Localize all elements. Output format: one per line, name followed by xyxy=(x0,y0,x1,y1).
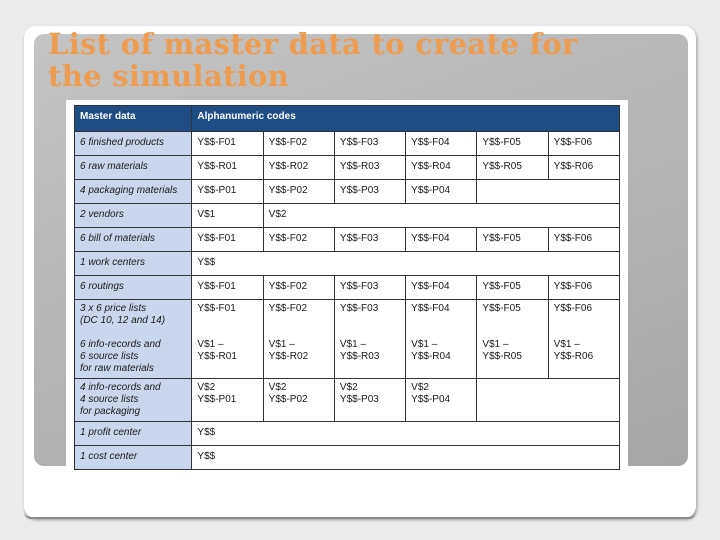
label-line: 1 profit center xyxy=(80,427,142,438)
code-cell xyxy=(477,300,548,379)
master-data-label xyxy=(75,422,192,446)
code-cell xyxy=(334,300,405,379)
code-line: V$1 xyxy=(197,209,216,220)
code-cell xyxy=(477,228,548,252)
empty-cell xyxy=(477,180,620,204)
label-line: for packaging xyxy=(80,406,141,417)
code-cell xyxy=(548,228,619,252)
code-line: Y$$-F04 xyxy=(411,303,450,314)
code-line xyxy=(411,327,471,339)
code-cell xyxy=(263,276,334,300)
master-data-label xyxy=(75,228,192,252)
code-line: Y$$-R02 xyxy=(268,351,309,362)
label-line: 6 bill of materials xyxy=(80,233,156,244)
code-line: Y$$ xyxy=(197,257,216,268)
table-row xyxy=(75,156,620,180)
code-line: Y$$-P02 xyxy=(268,394,308,405)
code-line: V$1 – xyxy=(268,339,295,350)
code-line: Y$$-F04 xyxy=(411,281,450,292)
table-row xyxy=(75,446,620,470)
label-line: 2 vendors xyxy=(80,209,124,220)
code-line: Y$$-F03 xyxy=(339,233,379,244)
label-line: 4 source lists xyxy=(80,394,139,405)
code-cell xyxy=(192,422,620,446)
code-line: Y$$-F05 xyxy=(482,281,521,292)
code-line xyxy=(269,315,329,327)
code-line: Y$$-F03 xyxy=(339,303,379,314)
code-line: Y$$-F02 xyxy=(268,137,308,148)
empty-cell xyxy=(477,379,620,422)
code-cell xyxy=(477,276,548,300)
code-cell xyxy=(263,379,334,422)
code-line: V$2 xyxy=(339,382,358,393)
label-line: 4 packaging materials xyxy=(80,185,178,196)
master-data-label xyxy=(75,379,192,422)
table-container xyxy=(66,100,628,480)
code-cell xyxy=(263,180,334,204)
code-cell xyxy=(477,132,548,156)
label-line: 4 info-records and xyxy=(80,382,161,393)
code-cell xyxy=(406,132,477,156)
code-line: Y$$-F01 xyxy=(197,281,236,292)
code-line: V$1 – xyxy=(482,339,509,350)
code-line: Y$$-F01 xyxy=(197,137,236,148)
code-line: Y$$-P01 xyxy=(197,185,237,196)
code-line: V$2 xyxy=(268,209,287,220)
code-line: V$1 – xyxy=(411,339,438,350)
code-line xyxy=(411,315,471,327)
code-cell xyxy=(334,228,405,252)
code-cell xyxy=(334,180,405,204)
code-line: Y$$-R03 xyxy=(339,351,380,362)
code-cell xyxy=(548,300,619,379)
code-cell xyxy=(192,228,263,252)
code-cell xyxy=(334,156,405,180)
master-data-table xyxy=(74,105,620,470)
code-line: Y$$-F05 xyxy=(482,137,521,148)
code-line: Y$$ xyxy=(197,427,216,438)
code-line: Y$$-F06 xyxy=(553,281,593,292)
slide-title-line-2: the simulation xyxy=(48,59,289,93)
code-cell xyxy=(406,379,477,422)
label-line xyxy=(80,327,186,339)
table-body xyxy=(75,132,620,470)
table-row xyxy=(75,300,620,379)
code-cell xyxy=(192,132,263,156)
code-line: Y$$-R05 xyxy=(482,351,522,362)
code-line: Y$$-F01 xyxy=(197,233,236,244)
code-line: Y$$-P03 xyxy=(339,185,379,196)
code-cell xyxy=(477,156,548,180)
label-line: 6 raw materials xyxy=(80,161,148,172)
code-cell xyxy=(334,379,405,422)
label-line: 1 work centers xyxy=(80,257,146,268)
code-cell xyxy=(263,156,334,180)
code-cell xyxy=(406,300,477,379)
code-line: Y$$-F05 xyxy=(482,233,521,244)
code-line: Y$$-F06 xyxy=(553,233,593,244)
code-line xyxy=(269,327,329,339)
code-cell xyxy=(192,300,263,379)
code-line xyxy=(340,315,400,327)
code-line xyxy=(340,327,400,339)
label-line: 3 x 6 price lists xyxy=(80,303,147,314)
code-cell xyxy=(406,180,477,204)
code-cell xyxy=(406,156,477,180)
table-row xyxy=(75,228,620,252)
code-line: Y$$-R01 xyxy=(197,161,237,172)
label-line: 1 cost center xyxy=(80,451,138,462)
code-line: Y$$-F02 xyxy=(268,281,308,292)
header-master-data: Master data xyxy=(75,106,192,132)
code-line: Y$$-P04 xyxy=(411,185,451,196)
code-line: Y$$ xyxy=(197,451,216,462)
master-data-label xyxy=(75,156,192,180)
code-cell xyxy=(406,276,477,300)
label-line: 6 routings xyxy=(80,281,124,292)
master-data-label xyxy=(75,252,192,276)
code-line: Y$$-R02 xyxy=(268,161,309,172)
label-line: for raw materials xyxy=(80,363,154,374)
master-data-label xyxy=(75,446,192,470)
master-data-label xyxy=(75,300,192,379)
code-line: Y$$-P03 xyxy=(339,394,379,405)
table-row xyxy=(75,422,620,446)
code-line: Y$$-R01 xyxy=(197,351,237,362)
code-line: Y$$-F01 xyxy=(197,303,236,314)
code-line: Y$$-R04 xyxy=(411,351,451,362)
code-cell xyxy=(192,180,263,204)
label-line: 6 source lists xyxy=(80,351,139,362)
code-cell xyxy=(263,132,334,156)
code-line: Y$$-P01 xyxy=(197,394,237,405)
code-cell xyxy=(192,204,263,228)
code-line xyxy=(554,315,614,327)
code-cell xyxy=(192,156,263,180)
slide-title-line-1: List of master data to create for xyxy=(48,27,578,61)
table-header-row xyxy=(75,106,620,132)
code-line: Y$$-R04 xyxy=(411,161,451,172)
code-cell xyxy=(192,276,263,300)
code-line: V$1 – xyxy=(339,339,367,350)
code-line xyxy=(482,327,542,339)
code-line: Y$$-P04 xyxy=(411,394,451,405)
master-data-label xyxy=(75,132,192,156)
code-line: V$1 – xyxy=(197,339,224,350)
code-cell xyxy=(263,300,334,379)
code-line: V$1 – xyxy=(553,339,580,350)
master-data-label xyxy=(75,180,192,204)
code-cell xyxy=(334,132,405,156)
code-line: Y$$-F04 xyxy=(411,137,450,148)
code-line: Y$$-F03 xyxy=(339,137,379,148)
code-cell xyxy=(192,379,263,422)
slide-title xyxy=(48,28,668,92)
code-cell xyxy=(548,156,619,180)
code-cell xyxy=(192,252,620,276)
code-cell xyxy=(406,228,477,252)
code-line xyxy=(482,315,542,327)
code-cell xyxy=(263,204,619,228)
code-cell xyxy=(192,446,620,470)
label-line: 6 finished products xyxy=(80,137,164,148)
table-row xyxy=(75,379,620,422)
code-cell xyxy=(334,276,405,300)
table-row xyxy=(75,252,620,276)
table-row xyxy=(75,204,620,228)
label-line: (DC 10, 12 and 14) xyxy=(80,315,166,326)
code-line: Y$$-F02 xyxy=(268,233,308,244)
table-row xyxy=(75,180,620,204)
code-line: Y$$-R05 xyxy=(482,161,522,172)
code-cell xyxy=(263,228,334,252)
slide-bottom-rule xyxy=(24,512,696,519)
table-row xyxy=(75,132,620,156)
code-line: Y$$-F04 xyxy=(411,233,450,244)
code-line xyxy=(197,315,257,327)
code-line: V$2 xyxy=(411,382,429,393)
code-line xyxy=(554,327,614,339)
code-cell xyxy=(548,276,619,300)
label-line: 6 info-records and xyxy=(80,339,161,350)
code-line: Y$$-F03 xyxy=(339,281,379,292)
code-line: Y$$-R03 xyxy=(339,161,380,172)
code-line: V$2 xyxy=(197,382,216,393)
code-line: Y$$-F06 xyxy=(553,303,593,314)
code-line: Y$$-R06 xyxy=(553,351,594,362)
code-line: Y$$-F05 xyxy=(482,303,521,314)
code-line: Y$$-R06 xyxy=(553,161,594,172)
table-row xyxy=(75,276,620,300)
master-data-label xyxy=(75,204,192,228)
header-alphanumeric-codes: Alphanumeric codes xyxy=(192,106,620,132)
code-line: Y$$-P02 xyxy=(268,185,308,196)
code-line: Y$$-F06 xyxy=(553,137,593,148)
code-line: Y$$-F02 xyxy=(268,303,308,314)
code-line xyxy=(197,327,257,339)
master-data-label xyxy=(75,276,192,300)
code-cell xyxy=(548,132,619,156)
code-line: V$2 xyxy=(268,382,287,393)
